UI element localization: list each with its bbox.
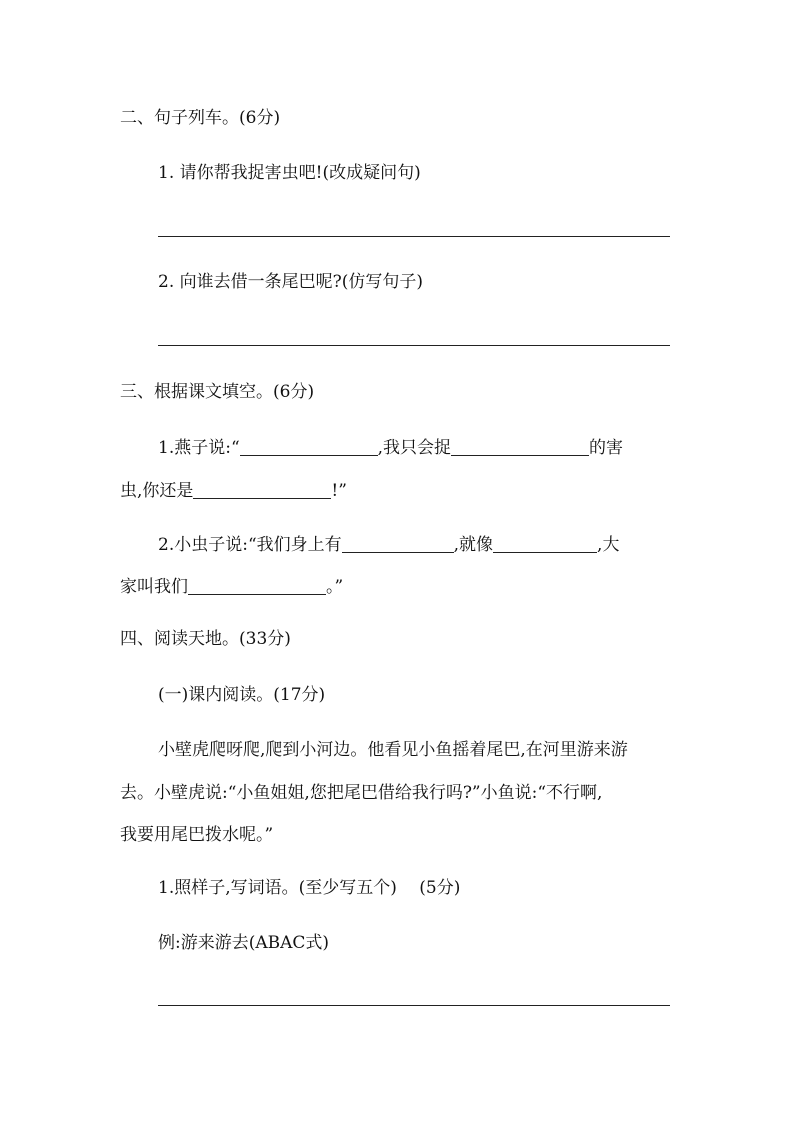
text-fragment: 虫,你还是 [120,481,194,501]
text-fragment: 2.小虫子说:“我们身上有 [158,535,342,555]
fill-blank[interactable] [451,437,589,456]
text-fragment: 。” [326,577,344,597]
fill-blank[interactable] [342,534,454,553]
passage-line: 我要用尾巴拨水呢。” [120,825,274,845]
section2-question1: 1. 请你帮我捉害虫吧!(改成疑问句) [158,163,421,183]
section2-question2: 2. 向谁去借一条尾巴呢?(仿写句子) [158,272,424,292]
section4-heading: 四、阅读天地。(33分) [120,629,291,649]
section3-heading: 三、根据课文填空。(6分) [120,382,315,402]
passage-line: 小壁虎爬呀爬,爬到小河边。他看见小鱼摇着尾巴,在河里游来游 [158,740,628,760]
example-text: 例:游来游去(ABAC式) [158,933,330,953]
fill-blank[interactable] [493,534,597,553]
section3-question1-line1 [158,437,623,458]
section4-subheading: (一)课内阅读。(17分) [158,685,326,705]
text-fragment: 家叫我们 [120,577,188,597]
text-fragment: 的害 [589,438,624,458]
text-fragment: ,就像 [453,535,494,555]
passage-line: 去。小壁虎说:“小鱼姐姐,您把尾巴借给我行吗?”小鱼说:“不行啊, [120,783,603,803]
fill-blank[interactable] [188,576,326,595]
fill-blank[interactable] [240,437,378,456]
fill-blank[interactable] [193,480,331,499]
section3-question2-line2 [120,576,343,597]
section3-question2-line1 [158,534,619,555]
answer-line[interactable] [158,1005,670,1006]
section2-heading: 二、句子列车。(6分) [120,108,281,128]
answer-line[interactable] [158,345,670,346]
text-fragment: !” [331,481,347,501]
answer-line[interactable] [158,236,670,237]
section4-question1: 1.照样子,写词语。(至少写五个) (5分) [158,878,461,898]
text-fragment: 1.燕子说:“ [158,438,240,458]
text-fragment: ,我只会捉 [377,438,452,458]
section3-question1-line2 [120,480,347,501]
text-fragment: ,大 [597,535,620,555]
